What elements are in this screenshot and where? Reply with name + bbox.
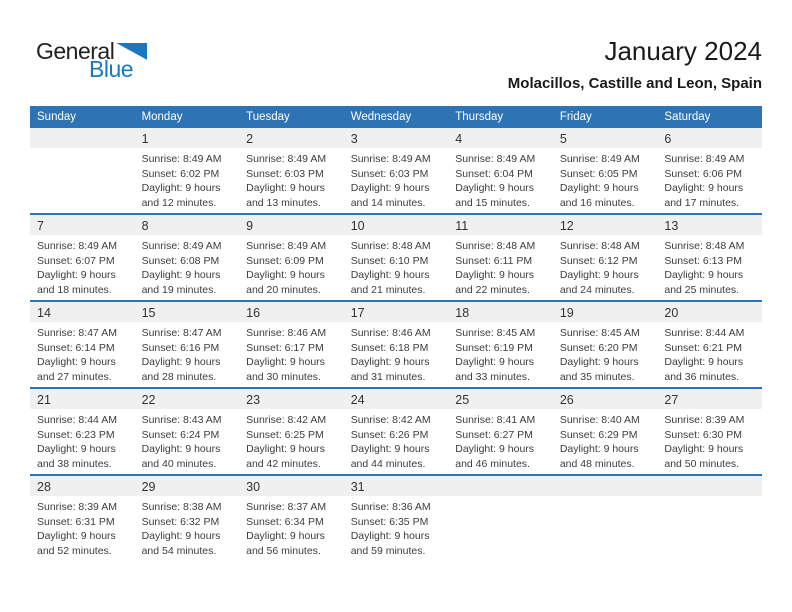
- day-details: [30, 322, 135, 384]
- detail-line: Sunset: 6:17 PM: [246, 341, 324, 354]
- detail-line: Sunrise: 8:45 AM: [455, 327, 536, 339]
- detail-line: Daylight: 9 hours: [455, 269, 535, 281]
- day-number: 21: [30, 389, 135, 409]
- detail-line: and 24 minutes.: [559, 283, 635, 296]
- day-details: [239, 235, 344, 297]
- day-details: [553, 409, 658, 471]
- day-cell-7: [30, 215, 135, 300]
- day-cell-12: [553, 215, 658, 300]
- day-cell-17: [344, 302, 449, 387]
- detail-line: Sunset: 6:09 PM: [246, 254, 324, 267]
- detail-line: Sunset: 6:27 PM: [455, 428, 533, 441]
- day-cell-9: [239, 215, 344, 300]
- detail-line: Sunrise: 8:48 AM: [664, 240, 745, 252]
- detail-line: Sunset: 6:32 PM: [141, 515, 220, 528]
- detail-line: Daylight: 9 hours: [350, 269, 430, 281]
- title-block: [508, 36, 762, 92]
- detail-line: Daylight: 9 hours: [559, 356, 639, 368]
- detail-line: and 25 minutes.: [664, 283, 740, 296]
- day-details: [448, 322, 553, 384]
- detail-line: and 42 minutes.: [246, 457, 321, 470]
- detail-line: and 18 minutes.: [37, 283, 112, 296]
- day-number: 29: [135, 476, 240, 496]
- day-number: 7: [30, 215, 135, 235]
- day-cell-25: [448, 389, 553, 474]
- day-details: [30, 496, 135, 558]
- detail-line: Sunrise: 8:47 AM: [141, 327, 222, 339]
- detail-line: Sunrise: 8:41 AM: [455, 414, 536, 426]
- week-row: [30, 128, 762, 213]
- day-cell-27: [657, 389, 762, 474]
- day-number: 24: [344, 389, 449, 409]
- day-number: 2: [239, 128, 344, 148]
- day-cell-11: [448, 215, 553, 300]
- detail-line: Daylight: 9 hours: [141, 182, 221, 194]
- day-number: 26: [553, 389, 658, 409]
- day-number: 18: [448, 302, 553, 322]
- detail-line: Sunset: 6:14 PM: [37, 341, 115, 354]
- detail-line: Sunset: 6:23 PM: [37, 428, 115, 441]
- detail-line: Sunrise: 8:44 AM: [37, 414, 117, 426]
- detail-line: and 50 minutes.: [664, 457, 740, 470]
- day-cell-14: [30, 302, 135, 387]
- weekday-header-row: [30, 106, 762, 128]
- detail-line: Sunrise: 8:40 AM: [559, 414, 640, 426]
- detail-line: and 12 minutes.: [141, 196, 217, 209]
- detail-line: Sunset: 6:24 PM: [141, 428, 220, 441]
- day-cell-18: [448, 302, 553, 387]
- day-cell-16: [239, 302, 344, 387]
- detail-line: Sunset: 6:06 PM: [664, 167, 743, 180]
- detail-line: Daylight: 9 hours: [141, 269, 221, 281]
- day-cell-26: [553, 389, 658, 474]
- week-row: [30, 213, 762, 300]
- detail-line: Sunset: 6:20 PM: [559, 341, 638, 354]
- detail-line: Daylight: 9 hours: [455, 182, 535, 194]
- day-cell-20: [657, 302, 762, 387]
- detail-line: Sunrise: 8:49 AM: [664, 153, 745, 165]
- day-number: 4: [448, 128, 553, 148]
- day-details: [344, 235, 449, 297]
- detail-line: and 46 minutes.: [455, 457, 530, 470]
- day-details: [553, 148, 658, 210]
- detail-line: and 38 minutes.: [37, 457, 112, 470]
- day-details: [553, 235, 658, 297]
- detail-line: Daylight: 9 hours: [559, 443, 639, 455]
- day-number: 14: [30, 302, 135, 322]
- detail-line: Sunrise: 8:42 AM: [246, 414, 327, 426]
- detail-line: Sunset: 6:13 PM: [664, 254, 743, 267]
- day-details: [344, 409, 449, 471]
- detail-line: Daylight: 9 hours: [455, 356, 535, 368]
- day-cell-28: [30, 476, 135, 561]
- day-cell-15: [135, 302, 240, 387]
- detail-line: Sunrise: 8:39 AM: [664, 414, 745, 426]
- detail-line: Daylight: 9 hours: [37, 269, 116, 281]
- day-number: 25: [448, 389, 553, 409]
- empty-day-cell: [448, 476, 553, 561]
- page-subtitle: Molacillos, Castille and Leon, Spain: [507, 75, 762, 92]
- day-number: [448, 476, 553, 496]
- day-details: [135, 409, 240, 471]
- day-number: [657, 476, 762, 496]
- detail-line: Sunset: 6:10 PM: [350, 254, 429, 267]
- day-details: [657, 322, 762, 384]
- day-details: [344, 496, 449, 558]
- logo-text-general: General: [36, 38, 115, 64]
- day-details: [135, 235, 240, 297]
- detail-line: and 16 minutes.: [559, 196, 635, 209]
- day-number: 12: [553, 215, 658, 235]
- detail-line: and 33 minutes.: [455, 370, 530, 383]
- detail-line: Sunrise: 8:44 AM: [664, 327, 745, 339]
- detail-line: Sunrise: 8:49 AM: [246, 153, 327, 165]
- weekday-header-saturday: Saturday: [664, 111, 711, 123]
- day-number: 8: [135, 215, 240, 235]
- day-number: 28: [30, 476, 135, 496]
- detail-line: Daylight: 9 hours: [246, 269, 325, 281]
- detail-line: Sunrise: 8:46 AM: [350, 327, 431, 339]
- detail-line: Daylight: 9 hours: [559, 269, 639, 281]
- detail-line: Sunset: 6:07 PM: [37, 254, 115, 267]
- day-number: 20: [657, 302, 762, 322]
- detail-line: and 36 minutes.: [664, 370, 740, 383]
- detail-line: and 14 minutes.: [350, 196, 426, 209]
- detail-line: Sunset: 6:21 PM: [664, 341, 743, 354]
- day-cell-22: [135, 389, 240, 474]
- detail-line: Daylight: 9 hours: [37, 443, 116, 455]
- detail-line: and 13 minutes.: [246, 196, 321, 209]
- day-number: 9: [239, 215, 344, 235]
- detail-line: Daylight: 9 hours: [664, 269, 744, 281]
- week-row: [30, 300, 762, 387]
- weekday-header-thursday: Thursday: [455, 111, 504, 123]
- day-details: [657, 496, 762, 500]
- detail-line: Daylight: 9 hours: [141, 356, 221, 368]
- detail-line: Sunset: 6:34 PM: [246, 515, 324, 528]
- detail-line: Sunset: 6:04 PM: [455, 167, 533, 180]
- day-cell-23: [239, 389, 344, 474]
- day-details: [657, 148, 762, 210]
- weekday-header-sunday: Sunday: [37, 111, 77, 123]
- detail-line: Daylight: 9 hours: [455, 443, 535, 455]
- detail-line: Daylight: 9 hours: [141, 443, 221, 455]
- detail-line: Sunset: 6:12 PM: [559, 254, 638, 267]
- day-number: [30, 128, 135, 148]
- day-details: [239, 409, 344, 471]
- day-details: [135, 148, 240, 210]
- day-cell-8: [135, 215, 240, 300]
- weekday-header-friday: Friday: [559, 111, 592, 123]
- detail-line: Daylight: 9 hours: [246, 356, 325, 368]
- detail-line: Sunrise: 8:49 AM: [141, 153, 222, 165]
- detail-line: Sunrise: 8:43 AM: [141, 414, 222, 426]
- detail-line: Sunrise: 8:38 AM: [141, 501, 222, 513]
- detail-line: Sunrise: 8:49 AM: [246, 240, 327, 252]
- day-number: 15: [135, 302, 240, 322]
- detail-line: Sunset: 6:19 PM: [455, 341, 533, 354]
- day-details: [135, 322, 240, 384]
- day-details: [30, 409, 135, 471]
- day-number: 19: [553, 302, 658, 322]
- detail-line: Sunset: 6:18 PM: [350, 341, 429, 354]
- day-details: [553, 322, 658, 384]
- detail-line: Daylight: 9 hours: [664, 356, 744, 368]
- detail-line: Sunset: 6:02 PM: [141, 167, 220, 180]
- day-cell-10: [344, 215, 449, 300]
- day-cell-2: [239, 128, 344, 213]
- day-cell-5: [553, 128, 658, 213]
- detail-line: and 30 minutes.: [246, 370, 321, 383]
- day-cell-30: [239, 476, 344, 561]
- detail-line: Sunrise: 8:49 AM: [37, 240, 117, 252]
- detail-line: Daylight: 9 hours: [350, 443, 430, 455]
- day-cell-13: [657, 215, 762, 300]
- day-cell-24: [344, 389, 449, 474]
- logo: [36, 40, 147, 81]
- detail-line: and 54 minutes.: [141, 544, 217, 557]
- detail-line: Daylight: 9 hours: [664, 182, 744, 194]
- detail-line: and 15 minutes.: [455, 196, 530, 209]
- detail-line: and 40 minutes.: [141, 457, 217, 470]
- detail-line: Daylight: 9 hours: [141, 530, 221, 542]
- day-number: 13: [657, 215, 762, 235]
- detail-line: Sunset: 6:29 PM: [559, 428, 638, 441]
- detail-line: Sunset: 6:26 PM: [350, 428, 429, 441]
- detail-line: Sunrise: 8:48 AM: [350, 240, 431, 252]
- detail-line: Sunset: 6:03 PM: [350, 167, 429, 180]
- empty-day-cell: [657, 476, 762, 561]
- detail-line: Daylight: 9 hours: [246, 443, 325, 455]
- detail-line: and 28 minutes.: [141, 370, 217, 383]
- detail-line: Sunset: 6:03 PM: [246, 167, 324, 180]
- day-number: 11: [448, 215, 553, 235]
- detail-line: and 35 minutes.: [559, 370, 635, 383]
- detail-line: Sunset: 6:31 PM: [37, 515, 115, 528]
- day-details: [344, 148, 449, 210]
- detail-line: and 44 minutes.: [350, 457, 426, 470]
- detail-line: Sunset: 6:30 PM: [664, 428, 743, 441]
- day-number: 3: [344, 128, 449, 148]
- page-title: January 2024: [604, 36, 762, 66]
- weekday-header-monday: Monday: [141, 111, 183, 123]
- detail-line: and 27 minutes.: [37, 370, 112, 383]
- detail-line: Daylight: 9 hours: [37, 356, 116, 368]
- day-number: 16: [239, 302, 344, 322]
- detail-line: Daylight: 9 hours: [350, 182, 430, 194]
- detail-line: Daylight: 9 hours: [664, 443, 744, 455]
- day-cell-1: [135, 128, 240, 213]
- detail-line: and 52 minutes.: [37, 544, 112, 557]
- day-cell-31: [344, 476, 449, 561]
- day-details: [448, 235, 553, 297]
- detail-line: Daylight: 9 hours: [37, 530, 116, 542]
- detail-line: and 31 minutes.: [350, 370, 426, 383]
- day-details: [448, 148, 553, 210]
- week-row: [30, 474, 762, 561]
- detail-line: Sunset: 6:25 PM: [246, 428, 324, 441]
- day-details: [553, 496, 658, 500]
- detail-line: Sunset: 6:16 PM: [141, 341, 220, 354]
- detail-line: and 19 minutes.: [141, 283, 217, 296]
- detail-line: Sunset: 6:05 PM: [559, 167, 638, 180]
- detail-line: and 22 minutes.: [455, 283, 530, 296]
- detail-line: and 20 minutes.: [246, 283, 321, 296]
- week-row: [30, 387, 762, 474]
- detail-line: and 59 minutes.: [350, 544, 426, 557]
- day-number: 10: [344, 215, 449, 235]
- detail-line: Sunrise: 8:45 AM: [559, 327, 640, 339]
- detail-line: Sunrise: 8:49 AM: [455, 153, 536, 165]
- empty-day-cell: [30, 128, 135, 213]
- detail-line: Daylight: 9 hours: [559, 182, 639, 194]
- detail-line: Sunrise: 8:42 AM: [350, 414, 431, 426]
- empty-day-cell: [553, 476, 658, 561]
- day-details: [30, 235, 135, 297]
- calendar-table: [30, 106, 762, 561]
- detail-line: Sunset: 6:11 PM: [455, 254, 533, 267]
- detail-line: Sunrise: 8:47 AM: [37, 327, 117, 339]
- day-number: 22: [135, 389, 240, 409]
- detail-line: Sunrise: 8:48 AM: [455, 240, 536, 252]
- day-details: [448, 496, 553, 500]
- detail-line: and 48 minutes.: [559, 457, 635, 470]
- detail-line: Sunrise: 8:48 AM: [559, 240, 640, 252]
- day-cell-6: [657, 128, 762, 213]
- day-cell-4: [448, 128, 553, 213]
- detail-line: Sunrise: 8:37 AM: [246, 501, 327, 513]
- detail-line: Daylight: 9 hours: [246, 182, 325, 194]
- day-number: 5: [553, 128, 658, 148]
- logo-text-blue: Blue: [89, 56, 134, 82]
- day-number: 6: [657, 128, 762, 148]
- day-details: [657, 409, 762, 471]
- day-cell-19: [553, 302, 658, 387]
- day-details: [239, 148, 344, 210]
- detail-line: Sunrise: 8:49 AM: [350, 153, 431, 165]
- day-number: 31: [344, 476, 449, 496]
- detail-line: Daylight: 9 hours: [246, 530, 325, 542]
- detail-line: Daylight: 9 hours: [350, 356, 430, 368]
- day-details: [30, 148, 135, 152]
- day-number: 17: [344, 302, 449, 322]
- detail-line: Sunrise: 8:49 AM: [559, 153, 640, 165]
- weekday-header-tuesday: Tuesday: [246, 111, 290, 123]
- day-details: [239, 322, 344, 384]
- weeks-container: [30, 128, 762, 561]
- day-number: 27: [657, 389, 762, 409]
- day-number: [553, 476, 658, 496]
- day-cell-3: [344, 128, 449, 213]
- weekday-header-wednesday: Wednesday: [350, 111, 412, 123]
- detail-line: and 17 minutes.: [664, 196, 740, 209]
- day-details: [135, 496, 240, 558]
- day-cell-29: [135, 476, 240, 561]
- day-number: 30: [239, 476, 344, 496]
- day-details: [448, 409, 553, 471]
- detail-line: Sunrise: 8:49 AM: [141, 240, 222, 252]
- detail-line: Sunrise: 8:36 AM: [350, 501, 431, 513]
- detail-line: Daylight: 9 hours: [350, 530, 430, 542]
- detail-line: and 56 minutes.: [246, 544, 321, 557]
- detail-line: Sunset: 6:35 PM: [350, 515, 429, 528]
- detail-line: and 21 minutes.: [350, 283, 426, 296]
- detail-line: Sunset: 6:08 PM: [141, 254, 220, 267]
- day-number: 1: [135, 128, 240, 148]
- day-details: [657, 235, 762, 297]
- detail-line: Sunrise: 8:46 AM: [246, 327, 327, 339]
- day-details: [239, 496, 344, 558]
- day-details: [344, 322, 449, 384]
- detail-line: Sunrise: 8:39 AM: [37, 501, 117, 513]
- day-number: 23: [239, 389, 344, 409]
- day-cell-21: [30, 389, 135, 474]
